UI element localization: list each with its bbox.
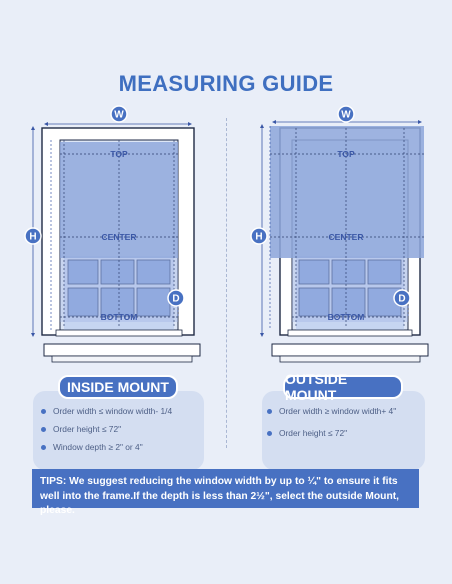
- window-sill: [272, 344, 428, 356]
- bullet-icon: [267, 409, 272, 414]
- width-badge: [338, 106, 354, 122]
- outside-item-1: Order width ≥ window width+ 4": [279, 406, 397, 416]
- bullet-icon: [41, 427, 46, 432]
- label-center: CENTER: [101, 232, 137, 242]
- outside-item-2: Order height ≤ 72": [279, 428, 348, 438]
- inside-item-2: Order height ≤ 72": [53, 424, 122, 434]
- bullet-icon: [41, 409, 46, 414]
- label-top: TOP: [110, 149, 128, 159]
- svg-text:D: D: [172, 293, 180, 305]
- window-sill-inner: [56, 330, 182, 336]
- bullet-icon: [41, 445, 46, 450]
- tips-banner: TIPS: We suggest reducing the window width by up to ¼" to ensure it fits well into the frame.If the depth is less than 2½", select the outside Mount, please.: [32, 469, 419, 508]
- window-sill-inner: [288, 330, 412, 336]
- svg-text:W: W: [114, 109, 124, 121]
- list-item: [267, 428, 347, 438]
- inside-mount-window: [33, 124, 200, 362]
- outside-mount-heading: OUTSIDE MOUNT: [283, 375, 403, 399]
- bullet-icon: [267, 431, 272, 436]
- svg-text:H: H: [29, 231, 37, 243]
- window-sill-base: [52, 356, 192, 362]
- depth-badge: [394, 290, 410, 306]
- svg-text:W: W: [341, 109, 351, 121]
- height-badge: [251, 228, 267, 244]
- width-badge: [111, 106, 127, 122]
- window-sill-base: [280, 356, 420, 362]
- inside-item-3: Window depth ≥ 2" or 4": [53, 442, 143, 452]
- list-item: [41, 406, 172, 416]
- label-bottom: BOTTOM: [327, 312, 365, 322]
- inside-mount-heading: INSIDE MOUNT: [58, 375, 178, 399]
- svg-text:D: D: [398, 293, 406, 305]
- label-bottom: BOTTOM: [100, 312, 138, 322]
- window-sill: [44, 344, 200, 356]
- list-item: [41, 424, 121, 434]
- inside-item-1: Order width ≤ window width- 1/4: [53, 406, 173, 416]
- list-item: [267, 406, 396, 416]
- label-top: TOP: [337, 149, 355, 159]
- depth-badge: [168, 290, 184, 306]
- label-center: CENTER: [328, 232, 364, 242]
- height-badge: [25, 228, 41, 244]
- page-title: MEASURING GUIDE: [118, 71, 334, 96]
- svg-text:H: H: [255, 231, 263, 243]
- list-item: [41, 442, 143, 452]
